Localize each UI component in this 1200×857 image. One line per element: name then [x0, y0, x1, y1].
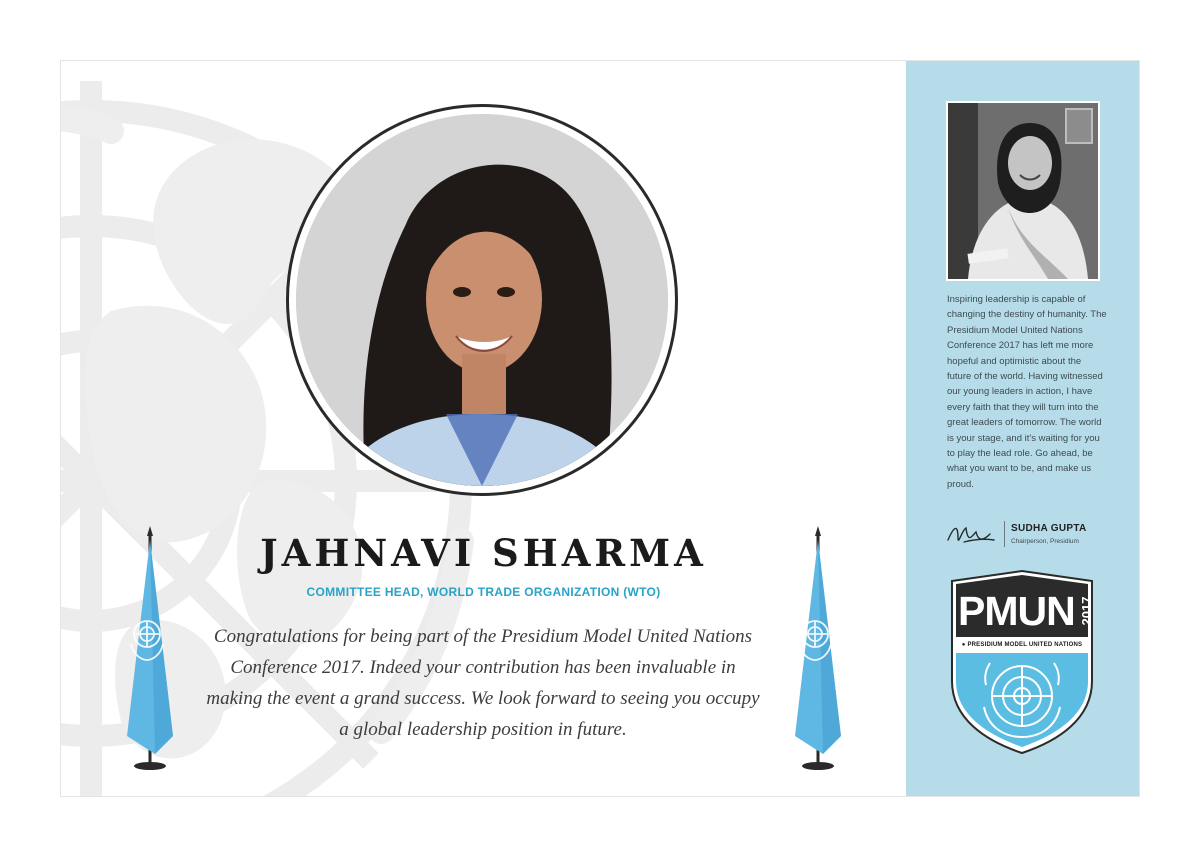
- chairperson-sidebar: [906, 61, 1140, 796]
- certificate-message: Congratulations for being part of the Presidium Model United Nations Conference 2017. Indeed your contribution has been invaluable in making the event a grand success. We look forward to seeing you occupy a global leadership position in future.: [206, 626, 760, 740]
- signatory-title: Chairperson, Presidium: [1011, 538, 1079, 545]
- certificate: [60, 60, 1140, 797]
- signature-mark: [946, 518, 996, 552]
- signatory-name: SUDHA GUPTA: [1011, 523, 1087, 534]
- certificate-main-panel: [61, 61, 906, 796]
- signature-divider: [1004, 521, 1005, 547]
- chairperson-quote: Inspiring leadership is capable of changing the destiny of humanity. The Presidium Model United Nations Conference 2017 has left me more hopeful and optimistic about the future of the world. Having witnessed our young leaders in action, I have every faith that they will turn into the great leaders of tomorrow. The world is your stage, and it's waiting for you to play the lead role. Go ahead, be what you want to be, and make us proud.: [947, 294, 1107, 490]
- pmun-logo: [948, 569, 1096, 755]
- pmun-year: 2017: [1079, 596, 1094, 626]
- recipient-photo: [296, 114, 668, 486]
- pmun-subtitle: ● PRESIDIUM MODEL UNITED NATIONS: [961, 642, 1083, 648]
- recipient-name: JAHNAVI SHARMA: [260, 531, 707, 575]
- chairperson-photo: [946, 101, 1100, 281]
- recipient-photo-frame: [286, 104, 678, 496]
- pmun-wordmark: PMUN: [958, 588, 1075, 634]
- recipient-role: COMMITTEE HEAD, WORLD TRADE ORGANIZATION (WTO): [306, 585, 661, 599]
